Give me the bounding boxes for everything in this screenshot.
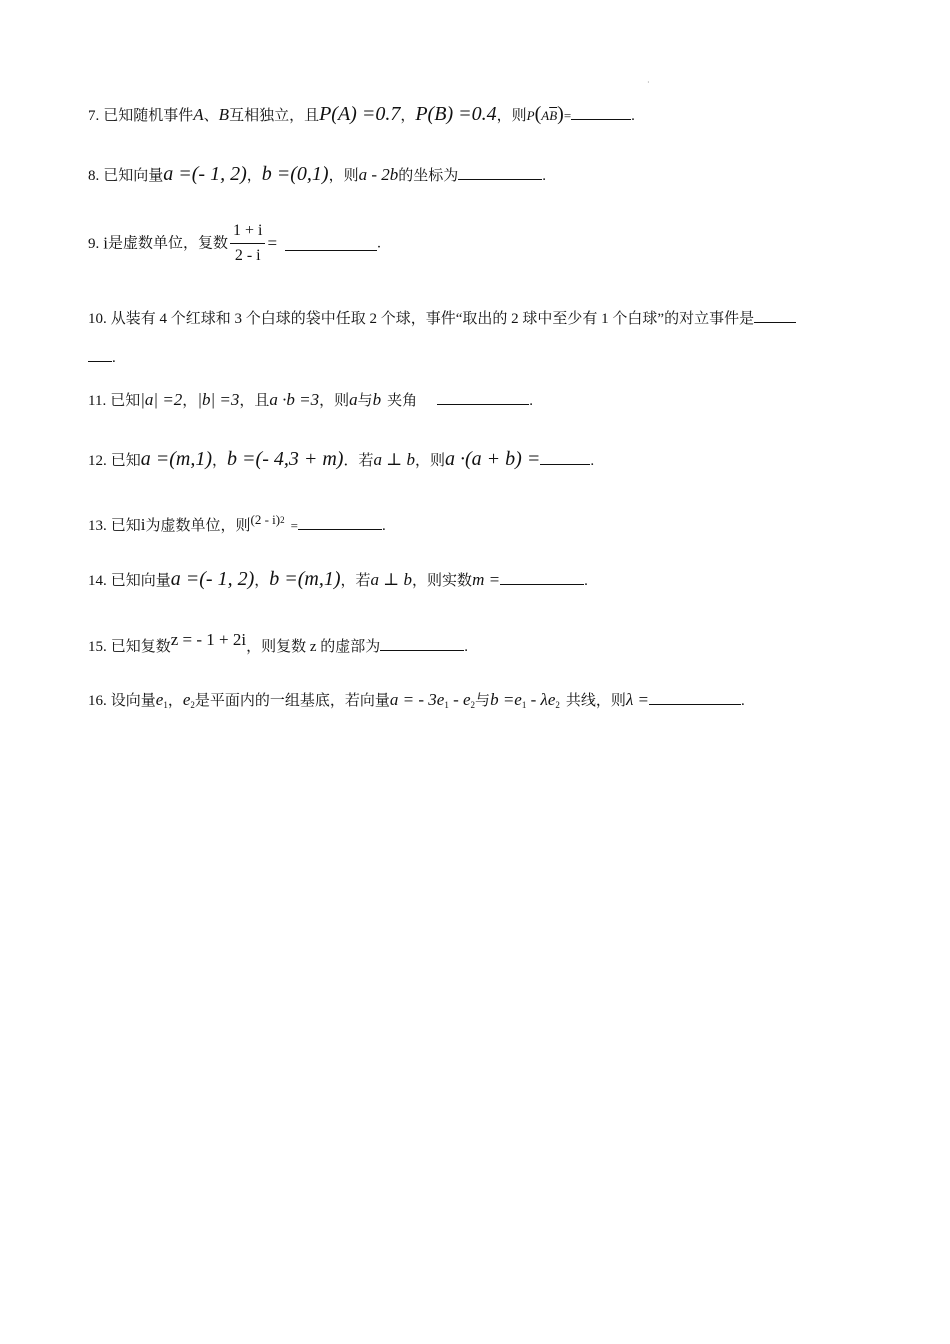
- punct: .: [584, 573, 588, 589]
- question-text: 为虚数单位，则: [145, 518, 251, 534]
- math-var: b: [372, 390, 382, 409]
- math-prob-a: P(A) =0.7: [319, 103, 401, 125]
- math-var: m =: [472, 570, 501, 589]
- question-11: [88, 390, 533, 411]
- answer-blank: [437, 390, 529, 405]
- paren: (: [534, 103, 542, 125]
- math-expr: a ·(a + b) =: [445, 448, 541, 470]
- answer-blank: [458, 165, 542, 180]
- math-dot-product: a ·b =3: [269, 390, 320, 409]
- math-exponent: 2: [280, 515, 285, 525]
- math-var: A: [193, 105, 204, 124]
- subscript: 1: [444, 700, 449, 710]
- math-fraction: [230, 221, 265, 266]
- math-var: e: [155, 690, 164, 709]
- math-vector-a: a =(m,1): [140, 448, 213, 470]
- question-text: 是平面内的一组基底，若向量: [194, 693, 390, 709]
- question-text: 已知复数: [110, 639, 171, 655]
- math-expr: (2 - i): [250, 512, 281, 527]
- punct: ，: [400, 108, 416, 124]
- answer-blank: [540, 450, 590, 465]
- answer-blank: [500, 570, 584, 585]
- math-vector-b: b =e: [490, 690, 522, 709]
- question-number: 9.: [88, 235, 100, 252]
- punct: .: [741, 693, 745, 709]
- question-number: 16.: [88, 693, 107, 709]
- question-text: 已知向量: [103, 168, 164, 184]
- math-var: e: [182, 690, 191, 709]
- question-number: 11.: [88, 393, 107, 409]
- math-var: B: [218, 105, 230, 124]
- math-var: i: [140, 515, 146, 534]
- punct: .: [377, 235, 381, 252]
- subscript: 2: [555, 700, 560, 710]
- math-prob-b: P(B) =0.4: [415, 103, 497, 125]
- question-text: ，则: [328, 168, 359, 184]
- question-text: 共线，则: [565, 693, 626, 709]
- question-number: 8.: [88, 168, 100, 184]
- math-expr: a - 2b: [358, 165, 399, 184]
- math-vector-a: a =(- 1, 2): [170, 568, 255, 590]
- math-vector-b: b =(m,1): [269, 568, 341, 590]
- question-10-continuation: [88, 347, 116, 367]
- punct: ，: [246, 168, 262, 184]
- question-text: ，则复数 z 的虚部为: [246, 639, 381, 655]
- question-14: [88, 569, 588, 591]
- math-norm-b: |b| =3: [197, 390, 240, 409]
- question-number: 14.: [88, 573, 107, 589]
- question-text: ，若: [340, 573, 371, 589]
- math-var: i: [103, 233, 108, 253]
- question-10: [88, 308, 796, 329]
- math-vector-b: b =(0,1): [261, 163, 329, 185]
- equals: =: [563, 108, 572, 123]
- math-perp: a ⊥ b: [373, 450, 415, 469]
- question-text: 是虚数单位，复数: [107, 235, 228, 252]
- question-12: [88, 449, 594, 471]
- math-var: $\overline{B}$: [549, 108, 558, 123]
- question-text: ，则实数: [412, 573, 473, 589]
- answer-blank: [298, 515, 382, 530]
- answer-blank: [380, 636, 464, 651]
- answer-blank: [649, 690, 741, 705]
- question-text: 已知随机事件: [103, 108, 194, 124]
- question-text: 的坐标为: [398, 168, 459, 184]
- punct: .: [381, 518, 386, 534]
- question-text: ．若: [343, 453, 374, 469]
- question-text: 已知: [110, 453, 141, 469]
- question-number: 10.: [88, 311, 107, 327]
- question-text: ，则: [319, 393, 350, 409]
- equals: =: [290, 518, 298, 533]
- question-8: [88, 164, 546, 186]
- question-text: 已知: [110, 393, 141, 409]
- answer-blank: [88, 347, 112, 362]
- fraction-numerator: 1 + i: [230, 221, 265, 244]
- punct: .: [542, 168, 547, 184]
- question-text: ，则: [414, 453, 445, 469]
- question-number: 12.: [88, 453, 107, 469]
- punct: ，: [254, 573, 270, 589]
- math-var: A: [541, 108, 550, 123]
- math-vector-a: - e: [448, 690, 471, 709]
- punct: .: [631, 108, 635, 124]
- punct: ，: [182, 393, 198, 409]
- question-13: [88, 510, 386, 536]
- math-var: a: [349, 390, 358, 409]
- math-complex: z = - 1 + 2i: [170, 630, 247, 649]
- question-number: 7.: [88, 108, 100, 124]
- subscript: 1: [163, 700, 168, 710]
- question-text: 已知向量: [110, 573, 171, 589]
- punct: 、: [203, 108, 219, 124]
- question-9: [88, 221, 381, 266]
- fraction-denominator: 2 - i: [234, 247, 261, 264]
- punct: ，: [212, 453, 228, 469]
- math-norm-a: |a| =2: [140, 390, 183, 409]
- question-text: 已知: [110, 518, 141, 534]
- question-text: 互相独立，且: [229, 108, 320, 124]
- math-var: P: [526, 108, 535, 123]
- punct: .: [529, 393, 533, 409]
- page-mark: ·: [647, 78, 650, 87]
- question-text: 与: [475, 693, 491, 709]
- subscript: 1: [521, 700, 527, 710]
- question-7: [88, 104, 635, 126]
- punct: ，: [167, 693, 183, 709]
- question-text: 夹角: [387, 393, 418, 409]
- math-vector-a: a =(- 1, 2): [163, 163, 247, 185]
- equals: =: [267, 233, 278, 253]
- math-vector-b: - λe: [526, 690, 556, 709]
- math-vector-b: b =(- 4,3 + m): [227, 448, 344, 470]
- question-15: [88, 630, 468, 657]
- question-text: ，且: [239, 393, 270, 409]
- question-text: ，则: [496, 108, 527, 124]
- punct: .: [464, 639, 469, 655]
- subscript: 2: [470, 700, 476, 710]
- question-number: 15.: [88, 639, 107, 655]
- answer-blank: [571, 105, 631, 120]
- question-text: 与: [357, 393, 373, 409]
- subscript: 2: [190, 700, 195, 710]
- punct: .: [112, 350, 116, 366]
- paren: ): [557, 103, 564, 125]
- question-16: [88, 690, 745, 715]
- question-text: 从装有 4 个红球和 3 个白球的袋中任取 2 个球，事件“取出的 2 球中至少有 1 个白球”的对立事件是: [110, 311, 755, 327]
- answer-blank: [754, 308, 796, 323]
- question-number: 13.: [88, 518, 107, 534]
- math-vector-a: a = - 3e: [389, 690, 445, 709]
- punct: .: [590, 453, 595, 469]
- math-prob-ab: [526, 103, 572, 125]
- math-var: λ =: [625, 690, 650, 709]
- question-text: 设向量: [110, 693, 156, 709]
- answer-blank: [285, 236, 377, 251]
- math-perp: a ⊥ b: [370, 570, 413, 589]
